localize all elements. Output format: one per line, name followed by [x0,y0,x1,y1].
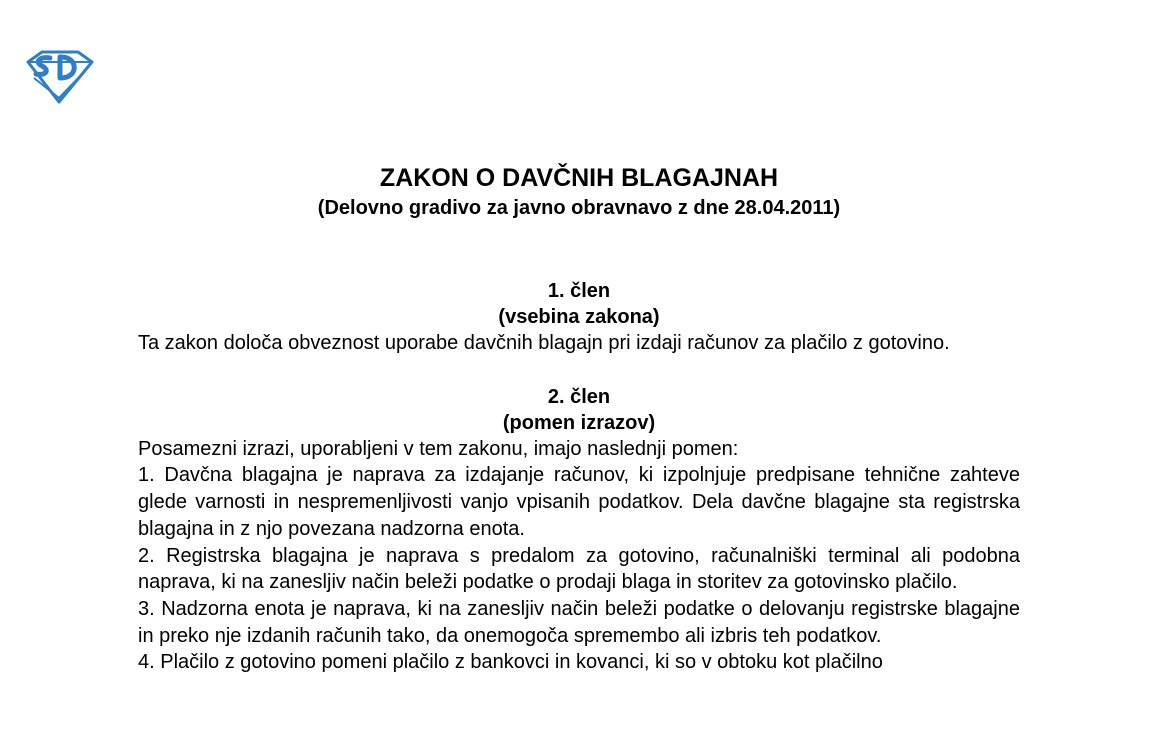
article-paragraph: Ta zakon določa obveznost uporabe davčnih blagajn pri izdaji računov za plačilo z gotovino. [138,332,950,354]
article-1 [138,278,1020,357]
article-heading: (pomen izrazov) [502,411,656,434]
document-page [138,162,1020,676]
article-paragraph: 2. Registrska blagajna je naprava s predalom za gotovino, računalniški terminal ali podobna naprava, ki na zanesljiv način beleži podatke o prodaji blaga in storitev za gotovinsko plačilo. [138,544,1020,594]
article-paragraph: 4. Plačilo z gotovino pomeni plačilo z bankovci in kovanci, ki so v obtoku kot plačilno [138,651,883,674]
article-paragraph: 1. Davčna blagajna je naprava za izdajanje računov, ki izpolnjuje predpisane tehnične zahteve glede varnosti in nespremenljivosti vanjo vpisanih podatkov. Dela davčne blagajne sta registrska blagajna in z njo povezana nadzorna enota. [138,464,1020,540]
article-number: 1. člen [547,280,611,302]
sd-diamond-logo-icon [22,48,96,104]
article-number: 2. člen [547,385,611,408]
document-title: ZAKON O DAVČNIH BLAGAJNAH [379,164,779,192]
article-paragraph: Posamezni izrazi, uporabljeni v tem zakonu, imajo naslednji pomen: [138,437,739,460]
article-2 [138,384,1020,676]
article-heading: (vsebina zakona) [498,306,660,328]
document-subtitle: (Delovno gradivo za javno obravnavo z dne 28.04.2011) [317,197,841,219]
article-paragraph: 3. Nadzorna enota je naprava, ki na zanesljiv način beleži podatke o delovanju registrske blagajne in preko nje izdanih računih tako, da onemogoča spremembo ali izbris teh podatkov. [138,597,1020,647]
